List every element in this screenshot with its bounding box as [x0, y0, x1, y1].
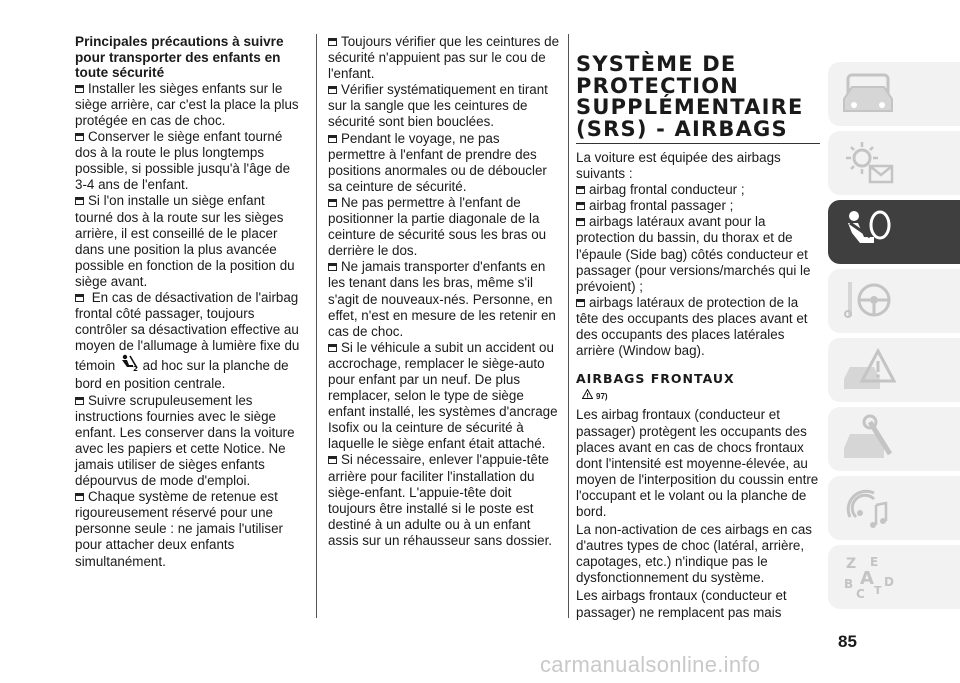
list-item: Installer les sièges enfants sur le siège arrière, car c'est la place la plus protégée en cas de choc. [75, 81, 301, 129]
left-column [75, 34, 301, 570]
svg-text:D: D [884, 575, 894, 589]
list-item: Si l'on installe un siège enfant tourné dos à la route sur les sièges arrière, il est conseillé de le placer dans une position la plus avancée possible en fonction de la position du siège avant. [75, 193, 301, 290]
list-item: airbags latéraux avant pour la protection du bassin, du thorax et de l'épaule (Side bag) côtés conducteur et passager (pour versions/marchés qui le prévoient) ; [576, 214, 820, 294]
paragraph: Les airbag frontaux (conducteur et passager) protègent les occupants des places avant en cas de chocs frontaux dont l'intensité est moyenne-élevée, au moyen de l'interposition du coussin entre l'occupant et le volant ou la planche de bord. [576, 407, 819, 519]
svg-text:Z: Z [846, 556, 857, 572]
list-item: Pendant le voyage, ne pas permettre à l'enfant de prendre des positions anormales ou de déboucler sa ceinture de sécurité. [328, 131, 560, 195]
tab-index[interactable] [828, 545, 960, 609]
passenger-airbag-off-icon [119, 354, 139, 376]
tab-emergency[interactable] [828, 338, 960, 402]
tab-car-dashboard[interactable] [828, 62, 960, 126]
warning-triangle-icon [582, 389, 593, 405]
svg-text:!: ! [586, 392, 590, 400]
list-item: Chaque système de retenue est rigoureusement réservé pour une personne seule : ne jamais l'utiliser pour attacher deux enfants simultanément. [75, 489, 301, 569]
page-number: 85 [838, 632, 857, 651]
alphabetical-index-icon [840, 552, 898, 602]
paragraph: La non-activation de ces airbags en cas d'autres types de choc (latéral, arrière, capotages, etc.) n'indique pas le dysfonctionnement du système. [576, 522, 812, 586]
list-item: Vérifier systématiquement en tirant sur la sangle que les ceintures de sécurité sont bien bouclées. [328, 82, 560, 130]
svg-text:B: B [844, 577, 854, 591]
car-dashboard-icon [840, 69, 898, 119]
paragraph: Les airbags frontaux (conducteur et passager) ne remplacent pas mais [576, 588, 787, 620]
section-subtitle: AIRBAGS FRONTAUX [576, 371, 735, 387]
tab-warning-lights[interactable] [828, 131, 960, 195]
list-item: Toujours vérifier que les ceintures de sécurité n'appuient pas sur le cou de l'enfant. [328, 34, 560, 82]
list-item: airbags latéraux de protection de la tête des occupants des places avant et des occupants des places latérales arrière (Window bag). [576, 295, 820, 359]
warning-lights-icon [840, 138, 898, 188]
section-heading: Principales précautions à suivre pour transporter des enfants en toute sécurité [75, 34, 284, 81]
airbag-text-after: ad hoc sur la planche de bord en position centrale. [75, 358, 289, 392]
column-divider [568, 34, 569, 618]
list-item: Si nécessaire, enlever l'appuie-tête arrière pour faciliter l'installation du siège-enfant. L'appuie-tête doit toujours être installé si le poste est destiné à un adulte ou à un enfant assis sur un réhausseur sans dossier. [328, 452, 560, 549]
list-item: airbag frontal conducteur ; [576, 182, 820, 198]
page-title: SYSTÈME DE PROTECTION SUPPLÉMENTAIRE (SRS) - AIRBAGS [576, 54, 820, 144]
warning-reference [582, 389, 820, 405]
svg-text:C: C [856, 587, 865, 601]
tab-multimedia[interactable] [828, 476, 960, 540]
tab-safety-airbags[interactable] [828, 200, 960, 264]
multimedia-icon [840, 483, 898, 533]
svg-text:A: A [860, 568, 874, 589]
intro-text: La voiture est équipée des airbags suivants : [576, 150, 781, 182]
list-item: Suivre scrupuleusement les instructions fournies avec le siège enfant. Les conserver dans la voiture avec les papiers et cette Notice. Ne jamais utiliser de sièges enfants dépourvus de mode d'emploi. [75, 393, 301, 490]
list-item: Si le véhicule a subit un accident ou accrochage, remplacer le siège-auto pour enfant par un neuf. De plus remplacer, selon le type de siège enfant installé, les systèmes d'ancrage Isofix ou la ceinture de sécurité à laquelle le siège enfant était attaché. [328, 340, 560, 453]
middle-column [328, 34, 560, 549]
watermark: carmanualsonline.info [540, 652, 761, 677]
list-item-airbag-deactivation [75, 290, 301, 393]
column-divider [316, 34, 317, 618]
list-item: Ne jamais transporter d'enfants en les tenant dans les bras, même s'il s'agit de nouveaux-nés. Personne, en effet, n'est en mesure de les retenir en cas de choc. [328, 259, 560, 339]
svg-text:T: T [874, 584, 882, 597]
chapter-tabs [828, 62, 960, 614]
svg-text:E: E [870, 555, 879, 569]
warning-triangle-car-icon [840, 345, 898, 395]
seat-airbag-icon [840, 207, 898, 257]
tab-maintenance[interactable] [828, 407, 960, 471]
list-item: airbag frontal passager ; [576, 198, 820, 214]
list-item: Conserver le siège enfant tourné dos à la route le plus longtemps possible, si possible jusqu'à l'âge de 3-4 ans de l'enfant. [75, 129, 301, 193]
list-item: Ne pas permettre à l'enfant de positionner la partie diagonale de la ceinture de sécurité sous les bras ou derrière le dos. [328, 195, 560, 259]
maintenance-wrench-icon [840, 414, 898, 464]
airbag-text-before: En cas de désactivation de l'airbag frontal côté passager, toujours contrôler sa désactivation effective au moyen de l'allumage à lumière fixe du témoin [75, 290, 300, 374]
right-column [576, 34, 820, 621]
svg-text:2: 2 [132, 365, 138, 373]
steering-wheel-icon [840, 276, 898, 326]
tab-driving[interactable] [828, 269, 960, 333]
reference-number: 97) [596, 392, 608, 402]
